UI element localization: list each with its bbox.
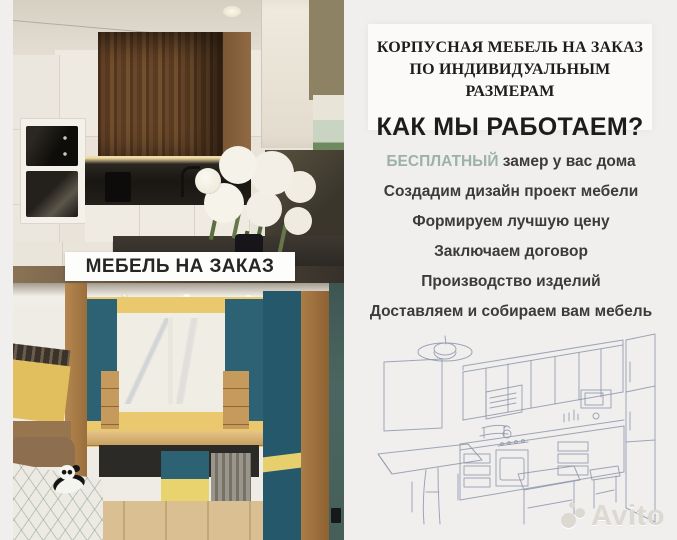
kids-room-photo [13, 283, 344, 540]
avito-watermark-text: Avito [591, 499, 665, 532]
step-text: Доставляем и собираем вам мебель [369, 303, 653, 320]
chair [480, 425, 508, 438]
photo-overlay-label: МЕБЕЛЬ НА ЗАКАЗ [65, 252, 295, 281]
microwave [581, 390, 611, 408]
headline-line2: ПО ИНДИВИДУАЛЬНЫМ РАЗМЕРАМ [409, 61, 611, 100]
lower-cabinets [460, 426, 624, 500]
room-window [117, 313, 225, 409]
step-text: Заключаем договор [434, 243, 588, 260]
built-in-microwave [26, 126, 78, 166]
wood-wardrobe [301, 291, 329, 540]
process-steps-list [345, 147, 677, 327]
headline-line1: КОРПУСНАЯ МЕБЕЛЬ НА ЗАКАЗ [376, 39, 644, 56]
window-mullion [168, 318, 173, 404]
step-text: Создадим дизайн проект мебели [383, 183, 639, 200]
wood-shelf-left [101, 371, 119, 429]
header-card [368, 24, 652, 141]
yellow-drawer [161, 479, 209, 503]
appliance-stack [20, 118, 86, 224]
bunk-yellow-panel [13, 359, 71, 424]
avito-logo-icon [561, 502, 587, 530]
coffee-machine [105, 172, 131, 202]
right-wall [309, 0, 344, 100]
step-text: Производство изделий [421, 273, 601, 290]
step-item-4 [345, 237, 677, 267]
photo-column [13, 0, 344, 540]
walnut-niche [98, 32, 223, 156]
green-textured-wall [329, 283, 344, 540]
step-item-2 [345, 177, 677, 207]
step-item-5 [345, 267, 677, 297]
how-we-work-title: КАК МЫ РАБОТАЕМ? [376, 113, 644, 141]
tall-fridge [626, 334, 655, 522]
countertop-items [503, 410, 599, 438]
built-in-oven [26, 171, 78, 217]
bed-cushion [13, 437, 75, 467]
panda-plush-head [59, 465, 75, 480]
kitchen-photo [13, 0, 344, 283]
wall-frame [384, 359, 442, 431]
step-item-3 [345, 207, 677, 237]
ceiling-spotlight [223, 6, 241, 17]
dark-reflection-panel [265, 150, 344, 242]
step-item-6 [345, 297, 677, 327]
wood-desk [81, 431, 268, 446]
step-highlight: БЕСПЛАТНЫЙ [386, 153, 499, 170]
mattress [13, 463, 103, 540]
dining-table [378, 444, 482, 524]
walnut-niche-side [223, 32, 251, 156]
step-text: замер у вас дома [498, 153, 636, 170]
white-chrysanthemums [195, 168, 221, 194]
step-text: Формируем лучшую цену [412, 213, 610, 230]
avito-watermark [561, 498, 665, 534]
radiator [211, 453, 251, 501]
range-hood [486, 385, 522, 419]
teal-wardrobe [263, 291, 301, 540]
step-item-1 [345, 147, 677, 177]
wood-shelf-right [223, 371, 249, 429]
light-switch [331, 508, 341, 523]
pendant-lamp-icon [418, 336, 472, 361]
